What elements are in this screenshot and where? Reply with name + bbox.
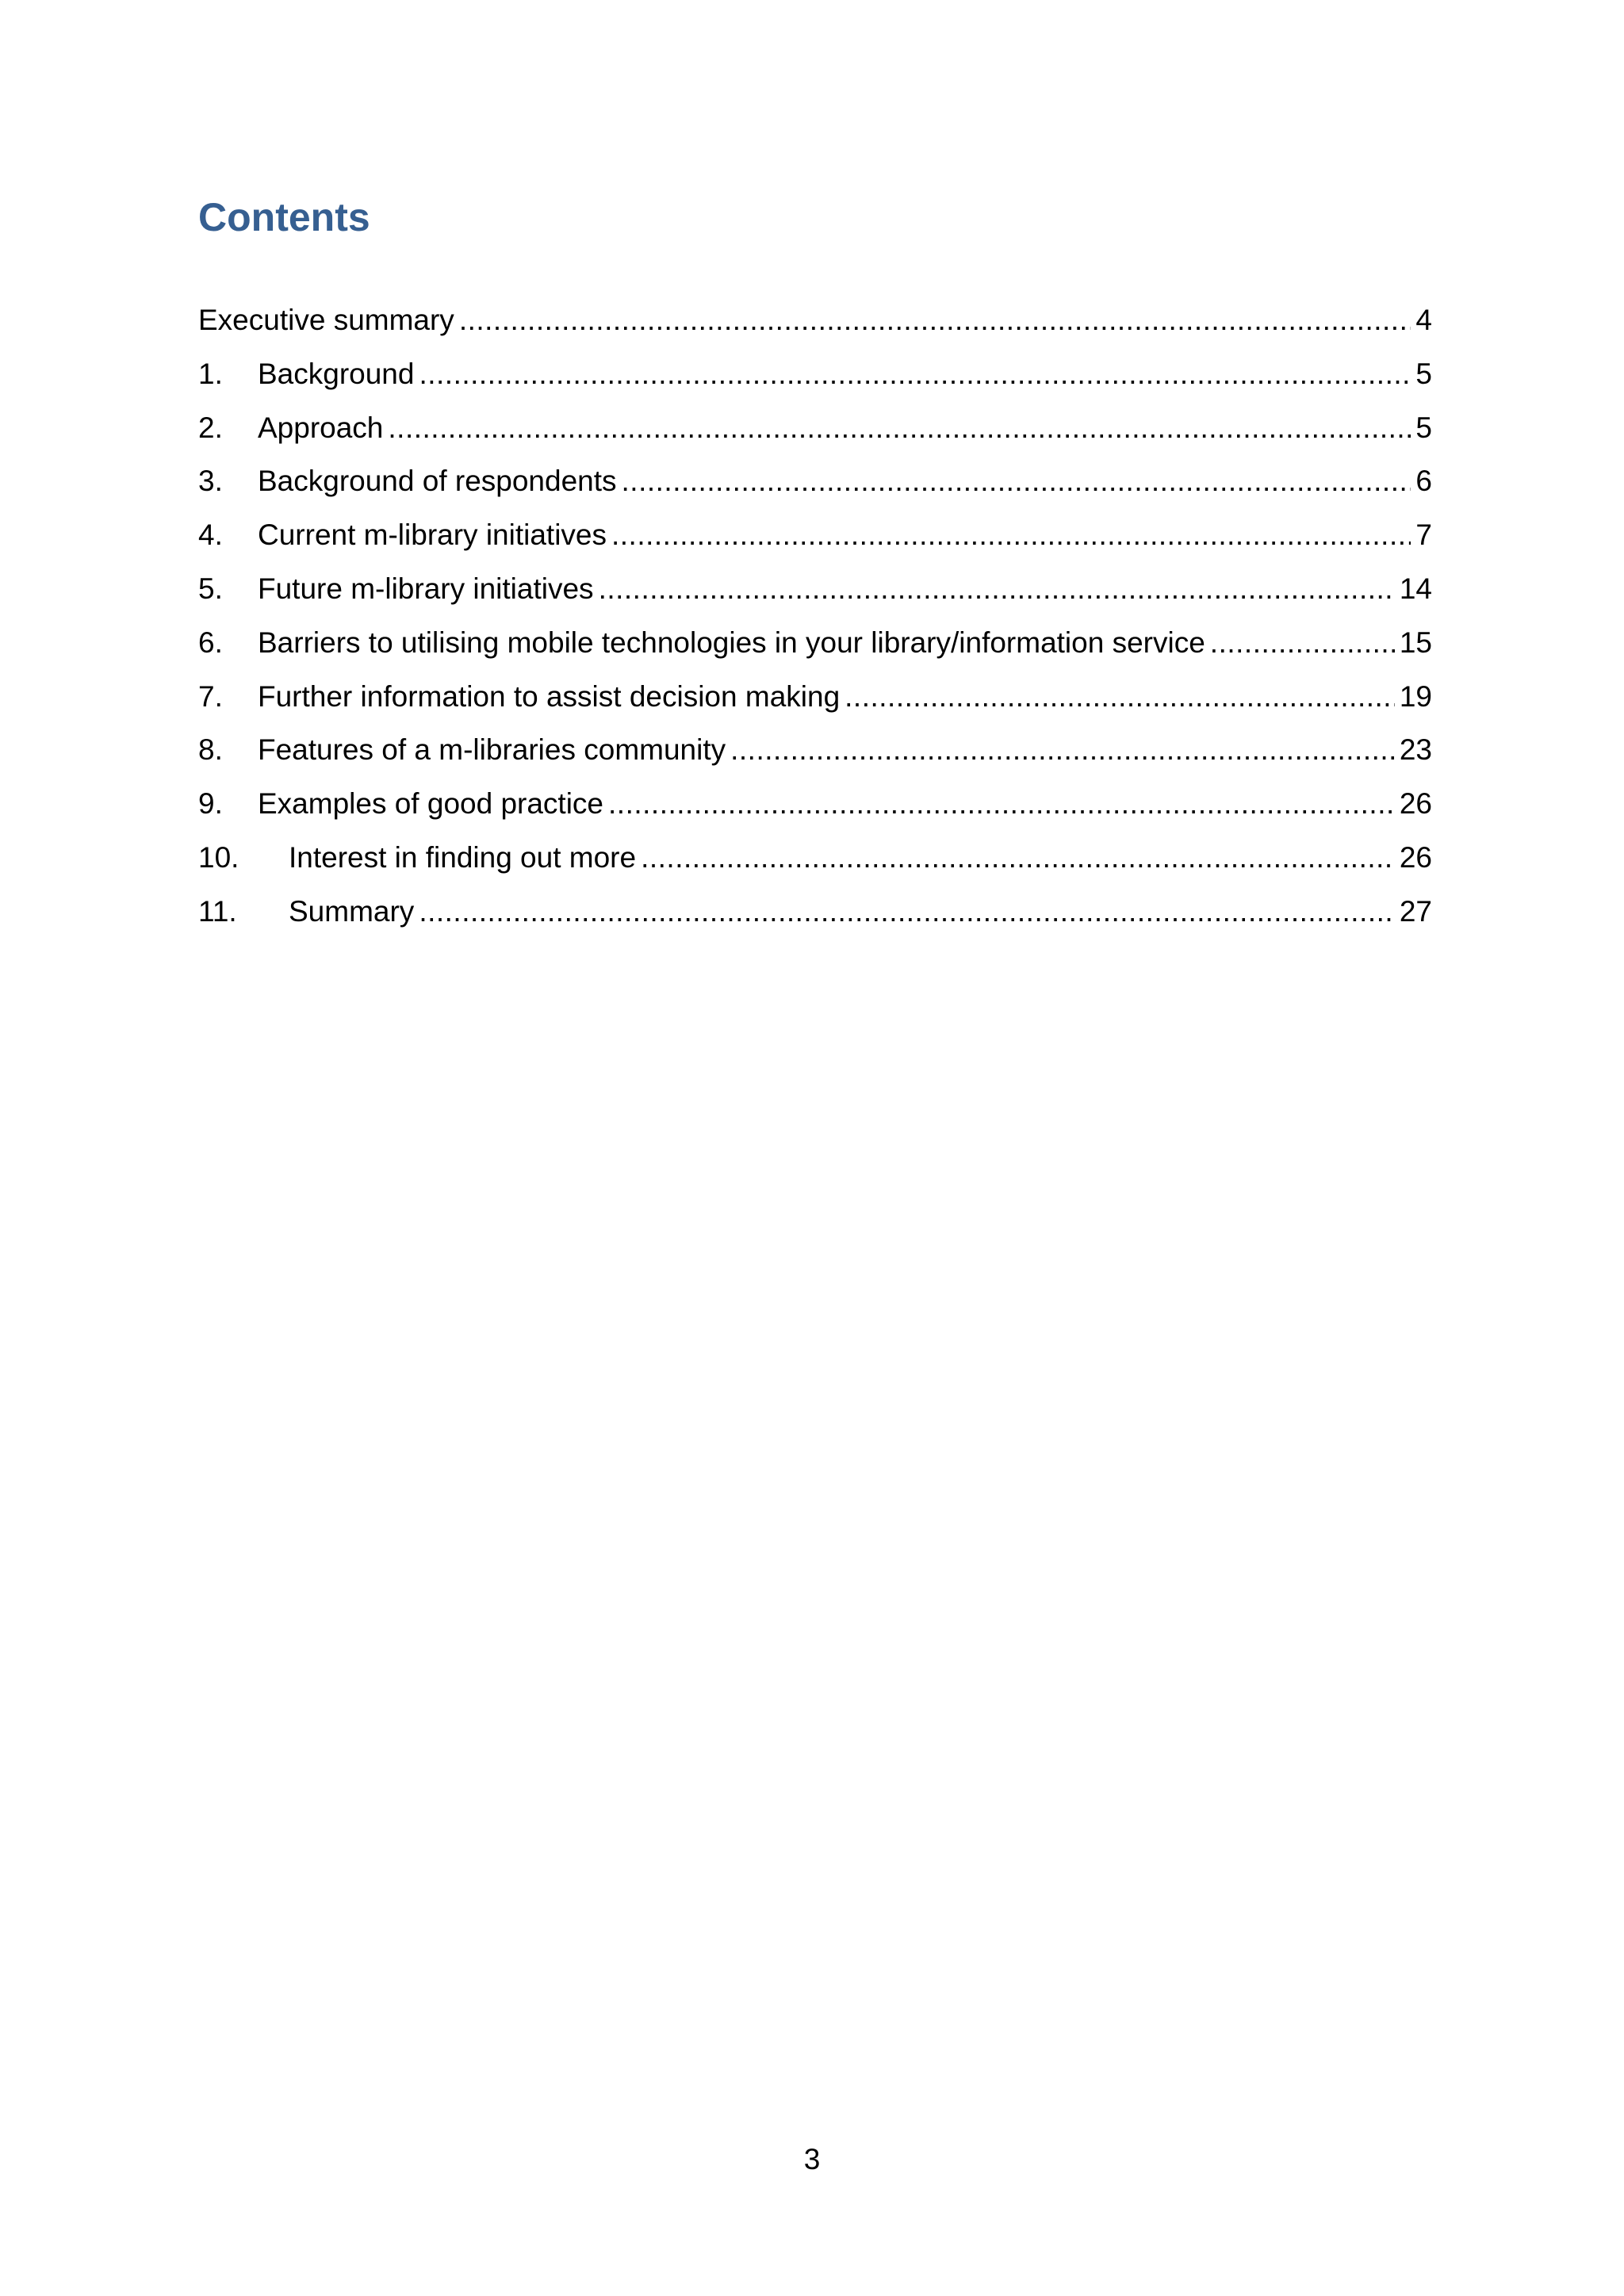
toc-entry-title: Background xyxy=(258,357,415,390)
toc-dot-leader xyxy=(419,891,1395,932)
toc-entry-page: 26 xyxy=(1399,840,1432,874)
toc-entry-title: Executive summary xyxy=(198,304,454,336)
toc-dot-leader xyxy=(1210,622,1395,664)
toc-dot-leader xyxy=(459,300,1411,341)
toc-entry-number: 10. xyxy=(198,840,239,874)
toc-entry-page: 7 xyxy=(1415,519,1432,552)
toc-entry-page: 6 xyxy=(1415,465,1432,498)
toc-entry-title: Further information to assist decision making xyxy=(258,679,841,713)
toc-entry-title: Future m-library initiatives xyxy=(258,572,594,605)
toc-entry-title: Features of a m-libraries community xyxy=(258,733,726,767)
toc-entry-title: Approach xyxy=(258,411,384,444)
toc-entry-title: Barriers to utilising mobile technologies in your library/information service xyxy=(258,626,1205,659)
toc-dot-leader xyxy=(730,729,1395,771)
table-of-contents xyxy=(198,300,1432,945)
toc-entry-summary[interactable] xyxy=(198,891,1432,945)
toc-entry-title: Background of respondents xyxy=(258,465,617,498)
toc-entry-number: 8. xyxy=(198,733,223,767)
toc-entry-title: Examples of good practice xyxy=(258,787,604,821)
toc-dot-leader xyxy=(599,568,1395,610)
toc-entry-title: Summary xyxy=(289,894,415,928)
toc-entry-number: 11. xyxy=(198,894,237,928)
toc-dot-leader xyxy=(388,408,1411,449)
toc-entry-page: 5 xyxy=(1415,411,1432,444)
toc-entry-number: 6. xyxy=(198,626,223,659)
toc-entry-page: 15 xyxy=(1399,626,1432,659)
toc-entry-number: 3. xyxy=(198,465,223,498)
toc-entry-executive-summary[interactable] xyxy=(198,300,1432,354)
toc-dot-leader xyxy=(641,837,1395,878)
toc-entry-community-features[interactable] xyxy=(198,729,1432,783)
toc-entry-number: 4. xyxy=(198,519,223,552)
toc-entry-barriers[interactable] xyxy=(198,622,1432,676)
toc-entry-title: Current m-library initiatives xyxy=(258,519,607,552)
toc-entry-good-practice[interactable] xyxy=(198,783,1432,837)
toc-entry-number: 9. xyxy=(198,787,223,821)
contents-heading: Contents xyxy=(198,195,370,239)
toc-entry-number: 7. xyxy=(198,679,223,713)
toc-entry-interest[interactable] xyxy=(198,837,1432,891)
toc-entry-page: 26 xyxy=(1399,787,1432,821)
toc-entry-current-initiatives[interactable] xyxy=(198,515,1432,568)
toc-entry-background[interactable] xyxy=(198,354,1432,408)
toc-entry-future-initiatives[interactable] xyxy=(198,568,1432,622)
toc-entry-page: 5 xyxy=(1415,357,1432,390)
toc-entry-number: 1. xyxy=(198,357,223,390)
toc-entry-background-of-respondents[interactable] xyxy=(198,461,1432,515)
toc-entry-number: 2. xyxy=(198,411,223,444)
toc-dot-leader xyxy=(845,676,1395,718)
toc-entry-page: 27 xyxy=(1399,894,1432,928)
toc-dot-leader xyxy=(611,515,1411,556)
toc-dot-leader xyxy=(419,354,1411,395)
toc-entry-title: Interest in finding out more xyxy=(289,840,637,874)
toc-dot-leader xyxy=(622,461,1411,502)
toc-entry-page: 14 xyxy=(1399,572,1432,605)
toc-entry-approach[interactable] xyxy=(198,408,1432,461)
page-number: 3 xyxy=(803,2143,821,2175)
toc-entry-number: 5. xyxy=(198,572,223,605)
toc-entry-page: 23 xyxy=(1399,733,1432,767)
toc-entry-page: 4 xyxy=(1415,304,1432,336)
toc-entry-further-information[interactable] xyxy=(198,676,1432,730)
toc-entry-page: 19 xyxy=(1399,679,1432,713)
toc-dot-leader xyxy=(608,783,1395,825)
